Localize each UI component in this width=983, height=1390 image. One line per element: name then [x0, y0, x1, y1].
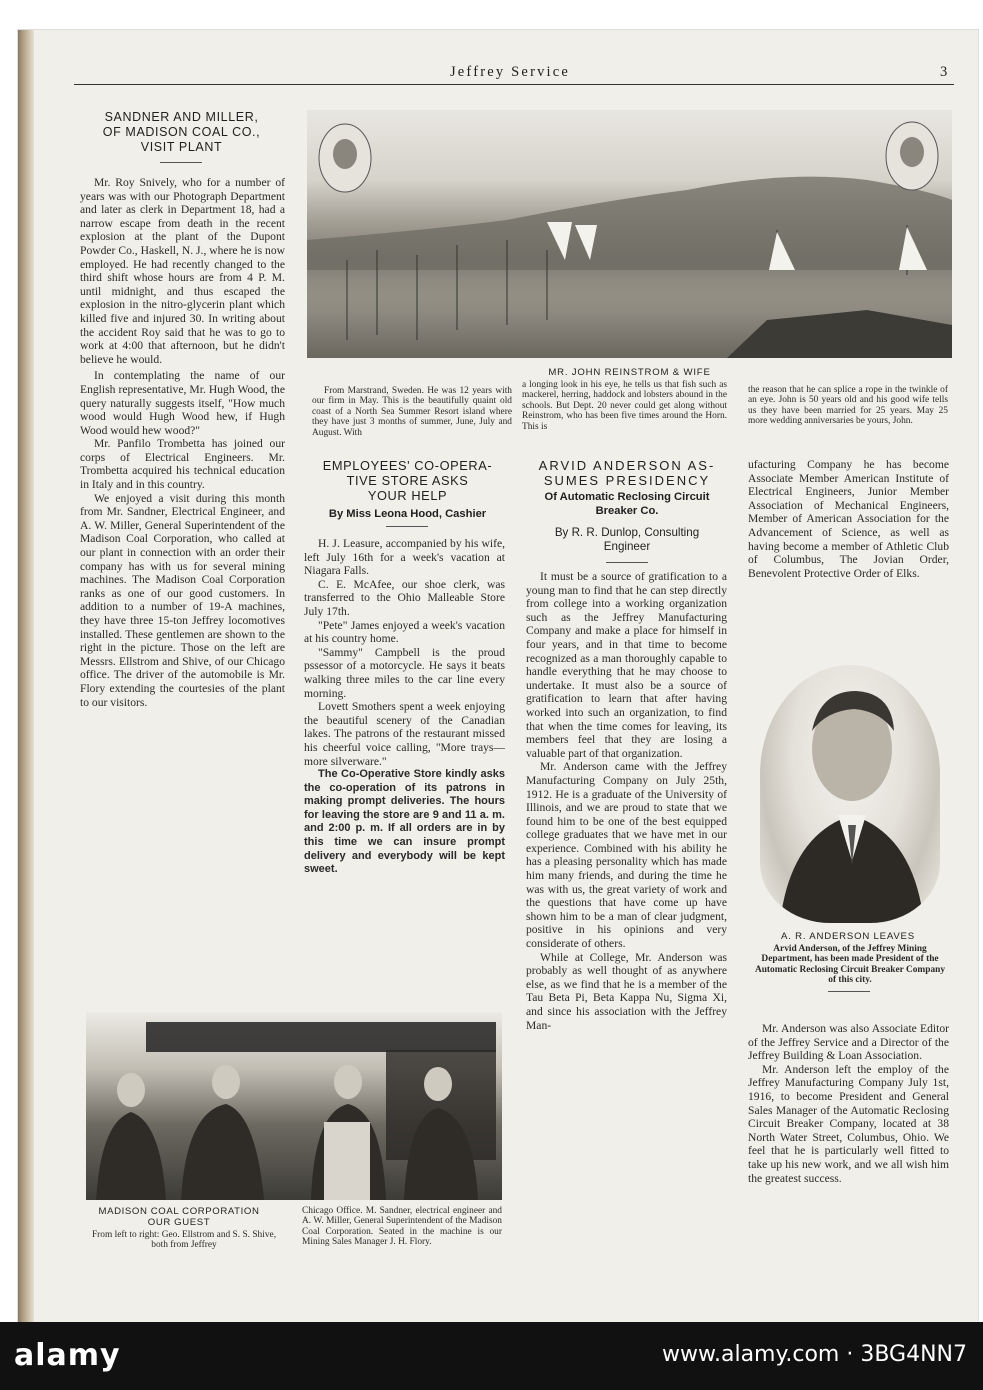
portrait-caption-title: A. R. ANDERSON LEAVES — [781, 931, 915, 942]
reinstrom-harbor-photo — [307, 110, 952, 358]
harbor-illustration — [307, 110, 952, 358]
article1-title: SANDNER AND MILLER, OF MADISON COAL CO., VISIT PLANT — [102, 110, 261, 154]
watermark-id: www.alamy.com · 3BG4NN7 — [662, 1342, 967, 1367]
binding-spine — [18, 30, 34, 1322]
anderson-divider — [606, 562, 648, 563]
article1-para: Mr. Roy Snively, who for a number of years was with our Photograph Department and later as clerk in Department 18, had a narrow escape from death in the recent explosion at the plant of the Dupont Powder Co., Haskell, N. J., where he is now employed. He had recently changed to the third shift whose hours are from 4 P. M. until midnight, and thus escaped the explosion in the nitro-glycerin plant which killed five and injured 30. In writing about the accident Roy said that he was to go to work at 4:00 that afternoon, but he didn't believe he would. — [80, 176, 285, 366]
page-number: 3 — [940, 64, 948, 80]
anderson-subtitle: Of Automatic Reclosing Circuit Breaker Co. — [544, 491, 710, 517]
anderson-col4-top: ufacturing Company he has become Associate Member American Institute of Electrical Engineers, Junior Member Association of Mechanical Engineers, Member of American Association for the Advancement of Science, as well as having become a member of Athletic Club of Columbus, The Jovian Order, Benevolent Protective Order of Elks. — [748, 458, 949, 580]
reinstrom-caption-col2: a longing look in his eye, he tells us that fish such as mackerel, herring, haddock and lobsters abound in the schools. But Dept. 20 never could get along without Reinstrom, who has been five times around the Horn. This is — [522, 380, 727, 432]
anderson-byline: By R. R. Dunlop, Consulting Engineer — [554, 526, 700, 553]
coop-body: H. J. Leasure, accompanied by his wife, left July 16th for a week's vacation at Niagara Falls. C. E. McAfee, our shoe clerk, was transferred to the Ohio Malleable Store July 17th. "Pete" James enjoyed a week's vacation at his country home. "Sammy" Campbell is the proud pssessor of a motorcycle. He says it beats walking three miles to the car line every morning. Lovett Smothers spent a week enjoying the beautiful scenery of the Canadian lakes. The patrons of the restaurant missed his cheerful voice calling, "More trays—more silverware." The Co-Operative Store kindly asks the co-operation of its patrons in making prompt deliveries. The hours for leaving the store are 9 and 11 a. m. and 2:00 p. m. If all orders are in by this time we can insure prompt delivery and everybody will be kept sweet. — [304, 537, 505, 876]
article1-para: In contemplating the name of our English representative, Mr. Hugh Wood, the query naturally suggests itself, "How much wood would Hugh Wood hew, if Hugh Wood would hew wood?" — [80, 369, 285, 437]
anderson-body: It must be a source of gratification to a young man to find that he can step directly from college into a working organization such as the Jeffrey Manufacturing Company and make a place for himself in four years, and in that time to become recognized as a man thoroughly capable to handle everything that he may choose to undertake. It must also be a source of gratification to learn that after having worked into such an organization, to find that when the time comes for leaving, its members feel that they are losing a valuable part of that organization. Mr. Anderson came with the Jeffrey Manufacturing Company on July 25th, 1912. He is a graduate of the University of Illinois, and we are proud to state that we found him to be one of the best equipped college graduates that we have met in our experience. Combined with his ability he has a pleasing personality which has made him many friends, and during the time he was with us, the great variety of work and the questions that have come up have shown him to be a man of clear judgment, positive in his opinions and very considerate of others. While at College, Mr. Anderson was probably as well thought of as anywhere else, as we find that he is a member of the Tau Beta Pi, Beta Kappa Nu, Sigma Xi, and since his association with the Jeffrey Man- — [526, 570, 727, 1032]
madison-caption-title: MADISON COAL CORPORATION OUR GUEST — [98, 1206, 260, 1228]
group-illustration — [86, 1012, 502, 1200]
anderson-col4-bottom: Mr. Anderson was also Associate Editor of the Jeffrey Service and a Director of the Jeffrey Building & Loan Association. Mr. Anderson left the employ of the Jeffrey Manufacturing Company July 1st, 1916, to become President and General Sales Manager of the Automatic Reclosing Circuit Breaker Company, located at 38 North Water Street, Columbus, Ohio. We feel that he is particularly well fitted to take up his new work, and we all wish him the greatest success. — [748, 1022, 949, 1185]
madison-group-photo — [86, 1012, 502, 1200]
portrait-caption: Arvid Anderson, of the Jeffrey Mining Department, has been made President of the Automatic Reclosing Circuit Breaker Company of this city. — [754, 944, 946, 986]
watermark-logo: alamy — [14, 1338, 121, 1373]
anderson-title: ARVID ANDERSON AS- SUMES PRESIDENCY — [538, 458, 716, 488]
reinstrom-caption-title: MR. JOHN REINSTROM & WIFE — [548, 367, 711, 378]
article1-para: We enjoyed a visit during this month from Mr. Sandner, Electrical Engineer, and A. W. Miller, General Superintendent of the Madison Coal Corporation, who called at our plant in connection with an order their company has with us for several mining machines. The Madison Coal Corporation ranks as one of our good customers. In addition to a number of 19-A machines, they have three 15-ton Jeffrey locomotives installed. These gentlemen are shown to the right in the picture. Those on the left are Messrs. Ellstrom and Shive, of our Chicago office. The driver of the automobile is Mr. Flory extending the courtesies of the plant to our visitors. — [80, 491, 285, 709]
portrait-illustration — [760, 665, 940, 923]
madison-caption-col1: From left to right: Geo. Ellstrom and S. S. Shive, both from Jeffrey — [91, 1230, 277, 1251]
reinstrom-caption-col3: the reason that he can splice a rope in the twinkle of an eye. John is 50 years old and his good wife tells us they have been married for 25 years. May 25 more wedding anniversaries be yours, John. — [748, 385, 948, 427]
article1-divider — [160, 162, 202, 163]
anderson-portrait — [760, 665, 940, 923]
article1-para: Mr. Panfilo Trombetta has joined our corps of Electrical Engineers. Mr. Trombetta acquired his technical education in Italy and in this country. — [80, 437, 285, 492]
header-rule — [74, 84, 954, 85]
running-header: Jeffrey Service — [449, 64, 571, 80]
col4-divider — [828, 991, 870, 992]
reinstrom-caption-col1: From Marstrand, Sweden. He was 12 years with our firm in May. This is the beautifully quaint old coast of a North Sea Summer Resort island where they have just 3 months of summer, June, July and August. With — [312, 386, 512, 438]
coop-byline: By Miss Leona Hood, Cashier — [328, 508, 487, 520]
article1-body — [80, 176, 285, 709]
coop-title: EMPLOYEES' CO-OPERA- TIVE STORE ASKS YOUR HELP — [322, 458, 493, 503]
madison-caption-col2: Chicago Office. M. Sandner, electrical engineer and A. W. Miller, General Superintendent of the Madison Coal Corporation. Seated in the machine is our Mining Sales Manager J. H. Flory. — [302, 1206, 502, 1248]
coop-divider — [386, 526, 428, 527]
